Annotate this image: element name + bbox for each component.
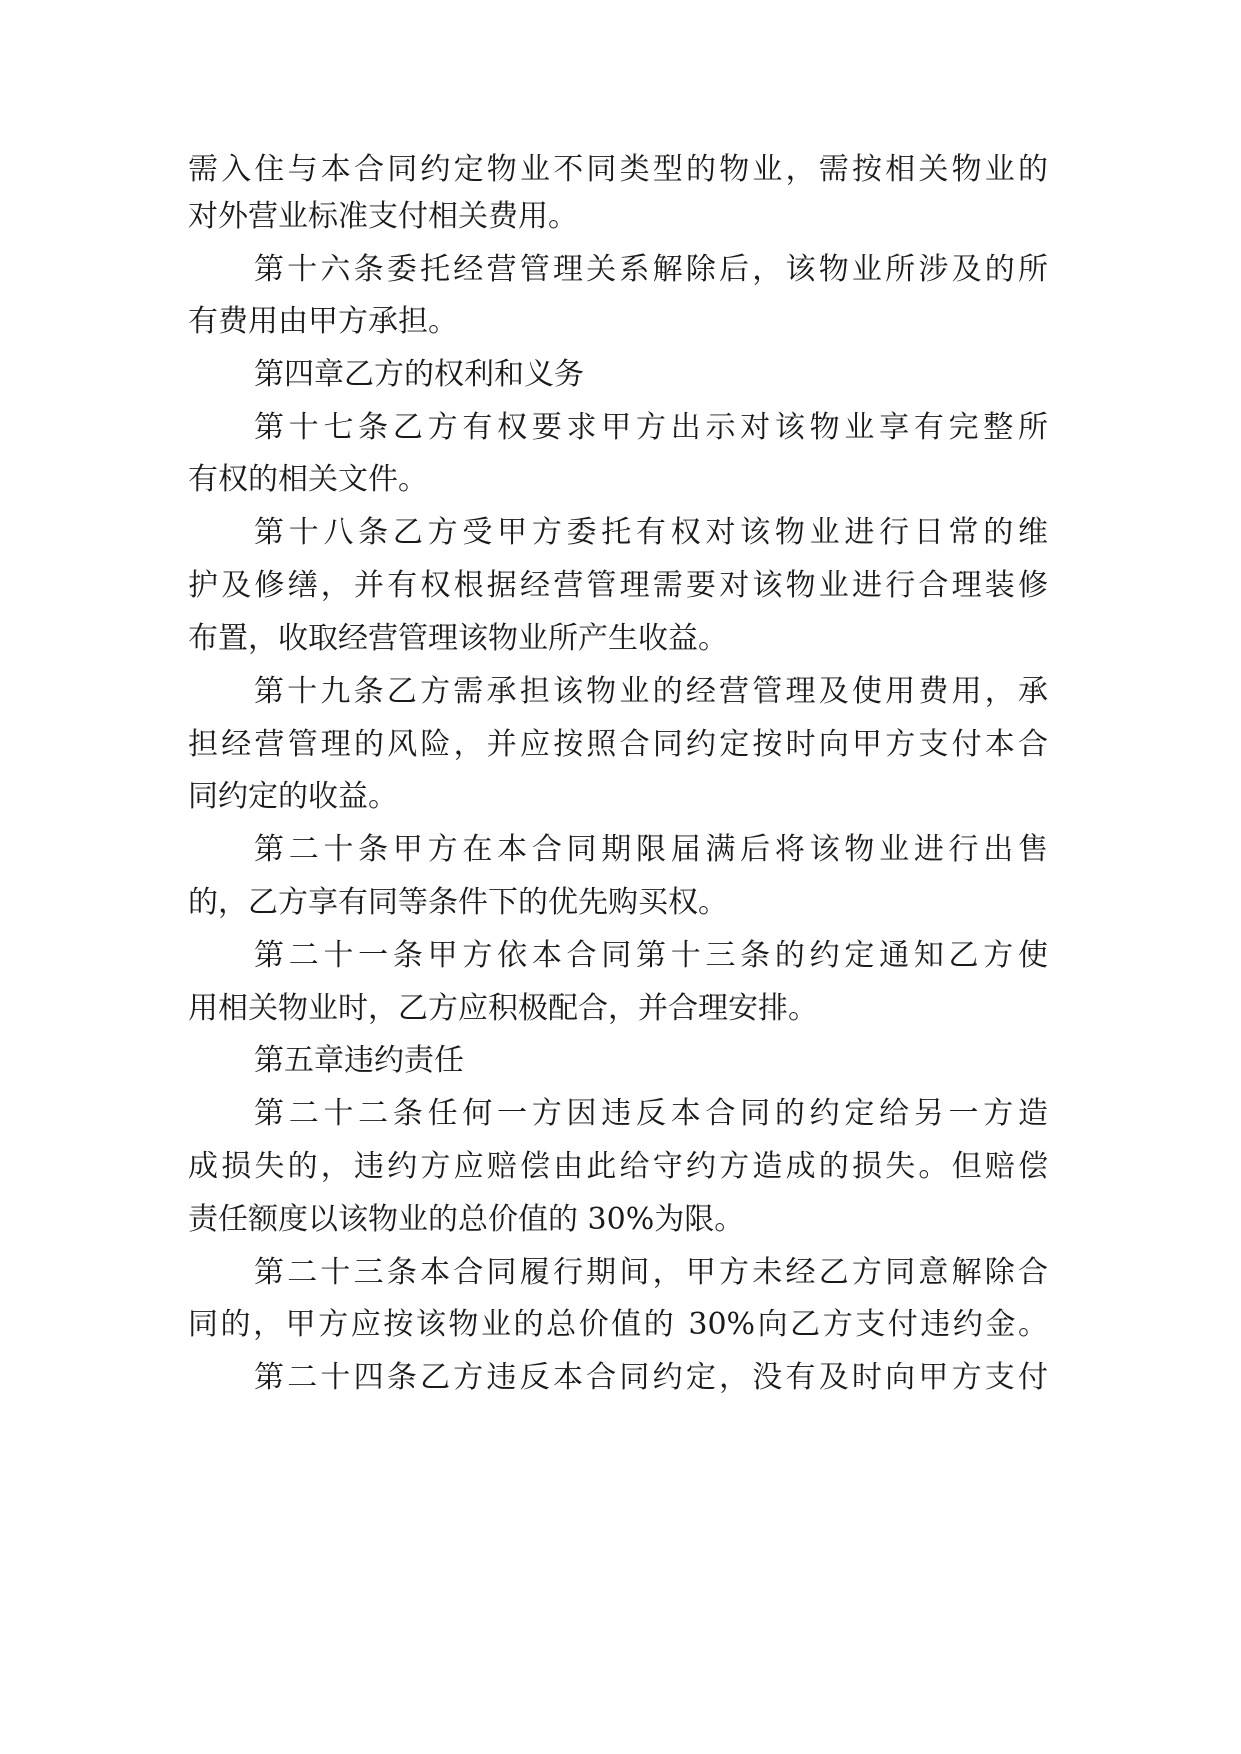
text-line-15: 的，乙方享有同等条件下的优先购买权。 <box>188 885 728 920</box>
text-line-21: 责任额度以该物业的总价值的 30%为限。 <box>188 1202 745 1237</box>
text-line-3: 第十六条委托经营管理关系解除后，该物业所涉及的所 <box>254 252 1048 287</box>
text-line-11: 第十九条乙方需承担该物业的经营管理及使用费用，承 <box>254 674 1048 709</box>
chapter-heading-5: 第五章违约责任 <box>254 1043 464 1078</box>
chapter-heading-4: 第四章乙方的权利和义务 <box>254 357 584 392</box>
text-line-16: 第二十一条甲方依本合同第十三条的约定通知乙方使 <box>254 938 1048 973</box>
text-line-23: 同的，甲方应按该物业的总价值的 30%向乙方支付违约金。 <box>188 1307 1048 1342</box>
text-line-2: 对外营业标准支付相关费用。 <box>188 199 578 234</box>
text-line-12: 担经营管理的风险，并应按照合同约定按时向甲方支付本合 <box>188 727 1048 762</box>
text-line-13: 同约定的收益。 <box>188 779 398 814</box>
text-line-20: 成损失的，违约方应赔偿由此给守约方造成的损失。但赔偿 <box>188 1149 1048 1184</box>
text-line-22: 第二十三条本合同履行期间，甲方未经乙方同意解除合 <box>254 1255 1048 1290</box>
text-line-9: 护及修缮，并有权根据经营管理需要对该物业进行合理装修 <box>188 568 1048 603</box>
text-line-7: 有权的相关文件。 <box>188 462 428 497</box>
text-line-17: 用相关物业时，乙方应积极配合，并合理安排。 <box>188 991 818 1026</box>
text-line-14: 第二十条甲方在本合同期限届满后将该物业进行出售 <box>254 832 1048 867</box>
text-line-4: 有费用由甲方承担。 <box>188 304 458 339</box>
text-line-19: 第二十二条任何一方因违反本合同的约定给另一方造 <box>254 1096 1048 1131</box>
text-line-1: 需入住与本合同约定物业不同类型的物业，需按相关物业的 <box>188 152 1048 187</box>
text-line-8: 第十八条乙方受甲方委托有权对该物业进行日常的维 <box>254 515 1048 550</box>
text-line-10: 布置，收取经营管理该物业所产生收益。 <box>188 621 728 656</box>
text-line-6: 第十七条乙方有权要求甲方出示对该物业享有完整所 <box>254 410 1048 445</box>
text-line-24: 第二十四条乙方违反本合同约定，没有及时向甲方支付 <box>254 1360 1048 1395</box>
